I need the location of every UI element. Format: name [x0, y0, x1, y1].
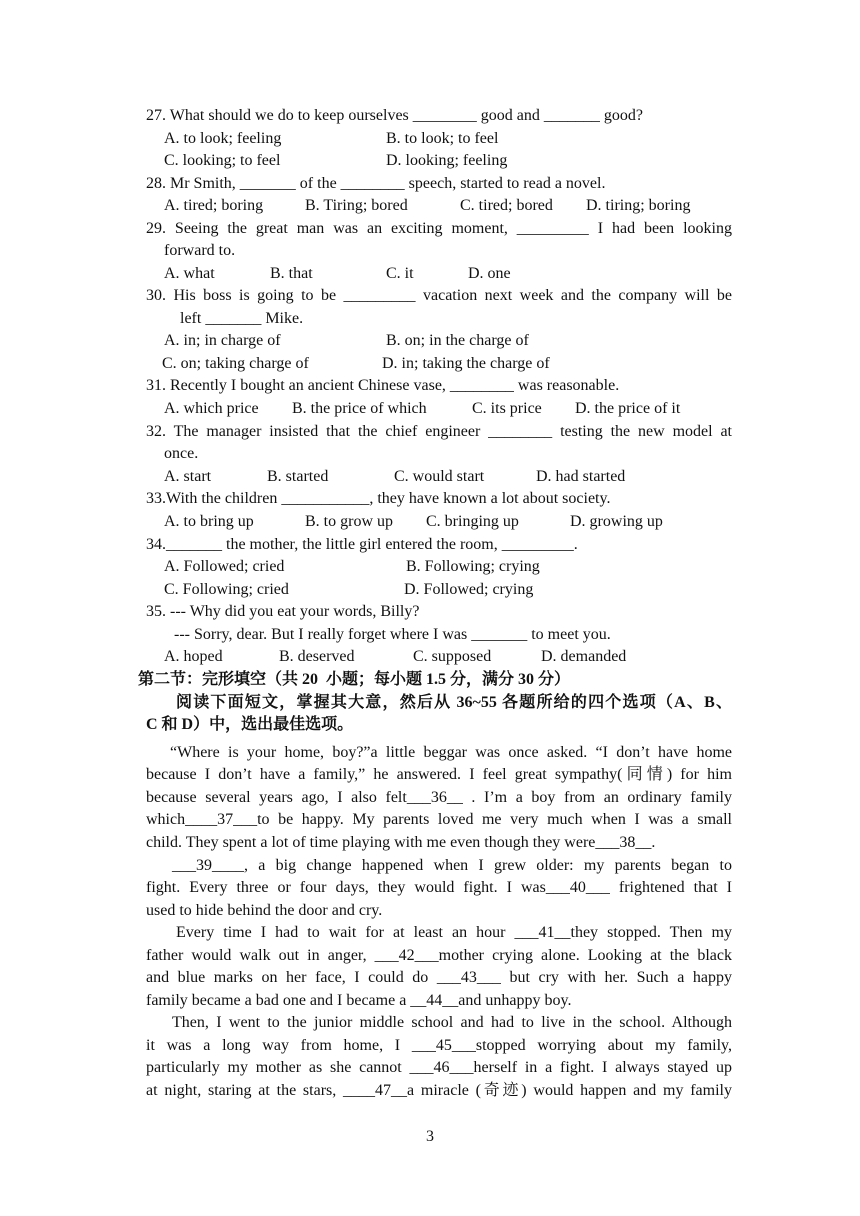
question-30-stem-line-1: 30. His boss is going to be _________ vacation next week and the company will be	[146, 287, 732, 304]
passage-line: particularly my mother as she cannot ___46___herself in a fight. I always stayed up	[146, 1059, 732, 1076]
section-title: 第二节：完形填空（共 20 小题；每小题 1.5 分，满分 30 分）	[138, 671, 571, 688]
question-34-option-c: C. Following; cried	[164, 581, 289, 598]
question-33-option-c: C. bringing up	[426, 513, 519, 530]
question-35-option-d: D. demanded	[541, 648, 627, 665]
question-30-option-c: C. on; taking charge of	[162, 355, 309, 372]
question-30-option-a: A. in; in charge of	[164, 332, 281, 349]
question-28-option-a: A. tired; boring	[164, 197, 264, 214]
question-30-option-d: D. in; taking the charge of	[382, 355, 550, 372]
question-28-option-c: C. tired; bored	[460, 197, 553, 214]
question-27-option-a: A. to look; feeling	[164, 130, 282, 147]
question-32-option-c: C. would start	[394, 468, 485, 485]
question-32-option-b: B. started	[267, 468, 329, 485]
section-instruction-line-1: 阅读下面短文，掌握其大意，然后从 36~55 各题所给的四个选项（A、B、	[176, 694, 732, 711]
question-34-option-d: D. Followed; crying	[404, 581, 534, 598]
question-35-stem-line-2: --- Sorry, dear. But I really forget where I was _______ to meet you.	[174, 626, 611, 643]
question-30-option-b: B. on; in the charge of	[386, 332, 529, 349]
section-instruction-line-2: C 和 D）中，选出最佳选项。	[146, 716, 354, 733]
question-28-option-d: D. tiring; boring	[586, 197, 691, 214]
question-35-option-a: A. hoped	[164, 648, 223, 665]
question-27-option-d: D. looking; feeling	[386, 152, 508, 169]
passage-line: because I don’t have a family,” he answered. I feel great sympathy(同情) for him	[146, 766, 732, 783]
question-27-option-b: B. to look; to feel	[386, 130, 499, 147]
question-29-stem-line-1: 29. Seeing the great man was an exciting moment, _________ I had been looking	[146, 220, 732, 237]
question-35-option-c: C. supposed	[413, 648, 492, 665]
question-29-option-c: C. it	[386, 265, 414, 282]
question-31-stem: 31. Recently I bought an ancient Chinese vase, ________ was reasonable.	[146, 377, 620, 394]
question-31-option-c: C. its price	[472, 400, 542, 417]
passage-line: Then, I went to the junior middle school and had to live in the school. Although	[172, 1014, 732, 1031]
passage-line: family became a bad one and I became a __44__and unhappy boy.	[146, 992, 572, 1009]
question-29-stem-line-2: forward to.	[164, 242, 236, 259]
question-31-option-b: B. the price of which	[292, 400, 427, 417]
question-32-stem-line-1: 32. The manager insisted that the chief engineer ________ testing the new model at	[146, 423, 732, 440]
question-29-option-b: B. that	[270, 265, 313, 282]
question-28-option-b: B. Tiring; bored	[305, 197, 408, 214]
passage-line: fight. Every three or four days, they would fight. I was___40___ frightened that I	[146, 879, 732, 896]
question-29-option-a: A. what	[164, 265, 215, 282]
passage-line: used to hide behind the door and cry.	[146, 902, 383, 919]
question-32-stem-line-2: once.	[164, 445, 199, 462]
question-31-option-a: A. which price	[164, 400, 259, 417]
passage-line: child. They spent a lot of time playing with me even though they were___38__.	[146, 834, 656, 851]
passage-line: ___39____, a big change happened when I grew older: my parents began to	[172, 857, 732, 874]
question-33-option-b: B. to grow up	[305, 513, 393, 530]
passage-line: Every time I had to wait for at least an hour ___41__they stopped. Then my	[176, 924, 732, 941]
passage-line: at night, staring at the stars, ____47__a miracle (奇迹) would happen and my family	[146, 1082, 732, 1099]
question-33-option-d: D. growing up	[570, 513, 663, 530]
passage-line: which____37___to be happy. My parents loved me very much when I was a small	[146, 811, 732, 828]
question-30-stem-line-2: left _______ Mike.	[180, 310, 304, 327]
question-29-option-d: D. one	[468, 265, 511, 282]
question-28-stem: 28. Mr Smith, _______ of the ________ speech, started to read a novel.	[146, 175, 606, 192]
question-35-stem-line-1: 35. --- Why did you eat your words, Billy?	[146, 603, 420, 620]
question-35-option-b: B. deserved	[279, 648, 355, 665]
passage-line: because several years ago, I also felt___36__ . I’m a boy from an ordinary family	[146, 789, 732, 806]
question-27-option-c: C. looking; to feel	[164, 152, 281, 169]
question-27-stem: 27. What should we do to keep ourselves ________ good and _______ good?	[146, 107, 643, 124]
question-32-option-a: A. start	[164, 468, 212, 485]
question-34-option-a: A. Followed; cried	[164, 558, 285, 575]
question-34-stem: 34._______ the mother, the little girl entered the room, _________.	[146, 536, 578, 553]
passage-line: “Where is your home, boy?”a little beggar was once asked. “I don’t have home	[170, 744, 732, 761]
question-31-option-d: D. the price of it	[575, 400, 681, 417]
question-32-option-d: D. had started	[536, 468, 626, 485]
passage-line: and blue marks on her face, I could do ___43___ but cry with her. Such a happy	[146, 969, 732, 986]
question-33-stem: 33.With the children ___________, they have known a lot about society.	[146, 490, 611, 507]
question-34-option-b: B. Following; crying	[406, 558, 540, 575]
passage-line: father would walk out in anger, ___42___mother crying alone. Looking at the black	[146, 947, 732, 964]
passage-line: it was a long way from home, I ___45___stopped worrying about my family,	[146, 1037, 732, 1054]
question-33-option-a: A. to bring up	[164, 513, 254, 530]
page-number: 3	[426, 1128, 434, 1145]
